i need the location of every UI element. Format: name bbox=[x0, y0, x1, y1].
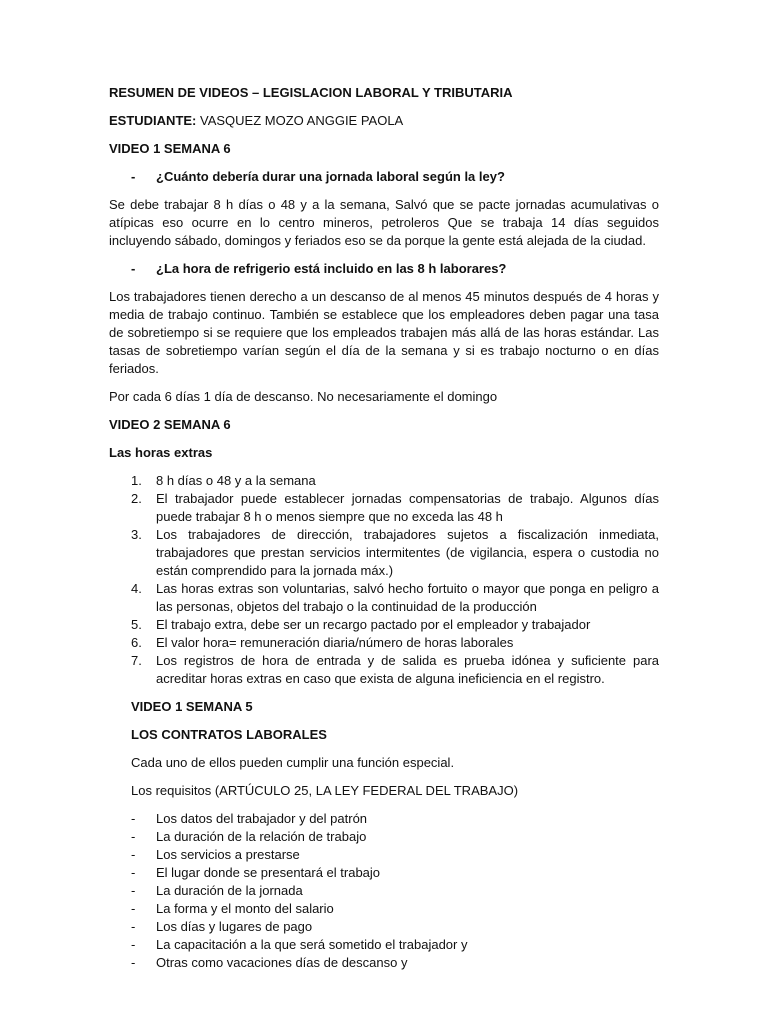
answer-2: Los trabajadores tienen derecho a un descanso de al menos 45 minutos después de 4 horas y media de trabajo continuo. También se establece que los empleadores deben pagar una tasa de sobretiempo si se requiere que los empleados trabajen más allá de las horas estándar. Las tasas de sobretiempo varían según el día de la semana y si es trabajo nocturno o en días feriados. bbox=[109, 289, 659, 376]
list-item-bullet: - bbox=[131, 883, 136, 898]
list-item-text: El trabajo extra, debe ser un recargo pactado por el empleador y trabajador bbox=[156, 617, 591, 632]
list-item bbox=[109, 652, 659, 688]
list-item bbox=[109, 810, 659, 828]
list-item-bullet: - bbox=[131, 955, 136, 970]
list-item-bullet: - bbox=[131, 829, 136, 844]
list-item bbox=[109, 616, 659, 634]
list-item bbox=[109, 580, 659, 616]
list-item-text: Los trabajadores de dirección, trabajadores sujetos a fiscalización inmediata, trabajadores que prestan servicios intermitentes (de vigilancia, espera o custodia no están comprendido para la jornada máx.) bbox=[156, 527, 659, 578]
contratos-laborales-heading: LOS CONTRATOS LABORALES bbox=[131, 727, 327, 742]
list-item-text: El valor hora= remuneración diaria/número de horas laborales bbox=[156, 635, 514, 650]
list-item-text: La duración de la jornada bbox=[156, 883, 303, 898]
list-item-text: Otras como vacaciones días de descanso y bbox=[156, 955, 408, 970]
question-1 bbox=[109, 168, 659, 186]
horas-extras-list bbox=[109, 472, 659, 688]
list-item-text: Las horas extras son voluntarias, salvó hecho fortuito o mayor que ponga en peligro a las personas, objetos del trabajo o la continuidad de la producción bbox=[156, 581, 659, 614]
video2-semana6-heading: VIDEO 2 SEMANA 6 bbox=[109, 417, 231, 432]
list-item bbox=[109, 882, 659, 900]
list-item bbox=[109, 918, 659, 936]
list-item-text: La capacitación a la que será sometido el trabajador y bbox=[156, 937, 468, 952]
list-item bbox=[109, 634, 659, 652]
list-item-number: 1. bbox=[131, 473, 142, 488]
list-item-number: 7. bbox=[131, 653, 142, 668]
list-item bbox=[109, 490, 659, 526]
document-page bbox=[109, 84, 659, 972]
list-item-number: 5. bbox=[131, 617, 142, 632]
horas-extras-heading: Las horas extras bbox=[109, 445, 213, 460]
list-item bbox=[109, 900, 659, 918]
student-name: VASQUEZ MOZO ANGGIE PAOLA bbox=[196, 113, 404, 128]
document-title: RESUMEN DE VIDEOS – LEGISLACION LABORAL Y TRIBUTARIA bbox=[109, 85, 513, 100]
list-item-text: Los registros de hora de entrada y de salida es prueba idónea y suficiente para acreditar horas extras en caso que exista de alguna ineficiencia en el registro. bbox=[156, 653, 659, 686]
student-label: ESTUDIANTE: bbox=[109, 113, 197, 128]
list-item bbox=[109, 954, 659, 972]
list-item-text: Los días y lugares de pago bbox=[156, 919, 313, 934]
list-item-bullet: - bbox=[131, 865, 136, 880]
list-item-bullet: - bbox=[131, 919, 136, 934]
list-item-bullet: - bbox=[131, 811, 136, 826]
contratos-intro: Cada uno de ellos pueden cumplir una función especial. bbox=[131, 755, 455, 770]
question-1-bullet: - bbox=[131, 169, 136, 184]
list-item-number: 6. bbox=[131, 635, 142, 650]
answer-3: Por cada 6 días 1 día de descanso. No necesariamente el domingo bbox=[109, 389, 498, 404]
video1-semana5-heading: VIDEO 1 SEMANA 5 bbox=[131, 699, 253, 714]
answer-1: Se debe trabajar 8 h días o 48 y a la semana, Salvó que se pacte jornadas acumulativas o atípicas eso ocurre en lo centro mineros, petroleros Que se trabaja 14 días seguidos incluyendo sábado, domingos y feriados eso se da porque la gente está alejada de la ciudad. bbox=[109, 197, 659, 248]
list-item-bullet: - bbox=[131, 937, 136, 952]
list-item-text: 8 h días o 48 y a la semana bbox=[156, 473, 316, 488]
list-item bbox=[109, 472, 659, 490]
list-item-text: El trabajador puede establecer jornadas compensatorias de trabajo. Algunos días puede trabajar 8 h o menos siempre que no exceda las 48 h bbox=[156, 491, 659, 524]
list-item-text: Los servicios a prestarse bbox=[156, 847, 300, 862]
list-item bbox=[109, 828, 659, 846]
list-item-number: 4. bbox=[131, 581, 142, 596]
list-item-text: Los datos del trabajador y del patrón bbox=[156, 811, 368, 826]
question-2-bullet: - bbox=[131, 261, 136, 276]
question-2-text: ¿La hora de refrigerio está incluido en las 8 h laborares? bbox=[156, 261, 507, 276]
question-2 bbox=[109, 260, 659, 278]
requisitos-line: Los requisitos (ARTÚCULO 25, LA LEY FEDERAL DEL TRABAJO) bbox=[131, 783, 519, 798]
list-item-text: El lugar donde se presentará el trabajo bbox=[156, 865, 381, 880]
video1-semana6-heading: VIDEO 1 SEMANA 6 bbox=[109, 141, 231, 156]
student-line bbox=[109, 112, 659, 130]
list-item-text: La forma y el monto del salario bbox=[156, 901, 334, 916]
list-item-bullet: - bbox=[131, 901, 136, 916]
list-item-number: 3. bbox=[131, 527, 142, 542]
list-item bbox=[109, 864, 659, 882]
requisitos-list bbox=[109, 810, 659, 972]
list-item bbox=[109, 846, 659, 864]
list-item bbox=[109, 526, 659, 580]
list-item-number: 2. bbox=[131, 491, 142, 506]
question-1-text: ¿Cuánto debería durar una jornada laboral según la ley? bbox=[156, 169, 505, 184]
list-item bbox=[109, 936, 659, 954]
list-item-bullet: - bbox=[131, 847, 136, 862]
list-item-text: La duración de la relación de trabajo bbox=[156, 829, 367, 844]
